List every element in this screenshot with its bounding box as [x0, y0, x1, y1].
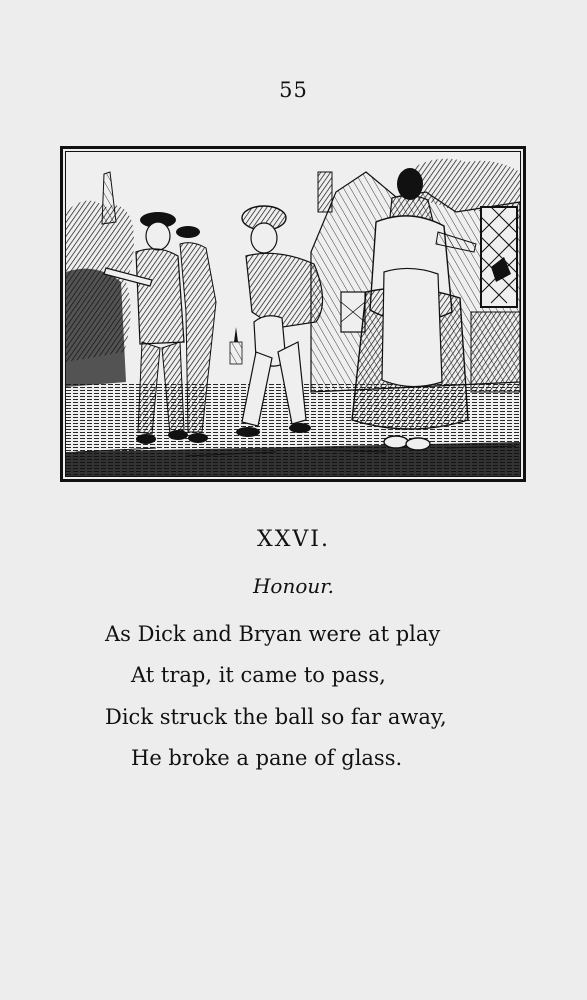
verse-line: Dick struck the ball so far away,	[105, 705, 447, 729]
woodcut-illustration	[66, 152, 520, 476]
section-number: XXVI.	[257, 527, 330, 552]
page-number: 55	[279, 78, 308, 102]
verse-line: He broke a pane of glass.	[131, 746, 403, 770]
verse-line: At trap, it came to pass,	[131, 663, 386, 687]
broken-window	[481, 207, 517, 307]
illustration-frame	[60, 146, 526, 482]
verse-line: As Dick and Bryan were at play	[105, 622, 441, 646]
poem-title: Honour.	[252, 574, 334, 598]
